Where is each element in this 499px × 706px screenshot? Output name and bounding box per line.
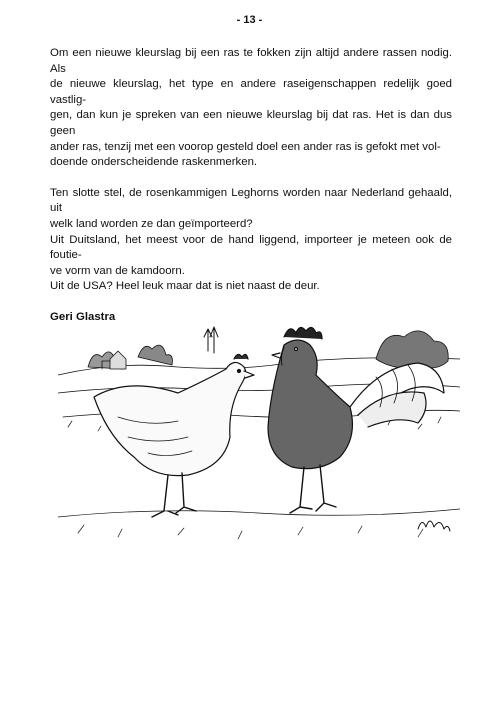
text-line: Uit Duitsland, het meest voor de hand liggend, importeer je meteen ook de foutie- bbox=[50, 233, 452, 262]
text-line: doende onderscheidende raskenmerken. bbox=[50, 156, 258, 169]
paragraph-2 bbox=[50, 186, 452, 295]
page-number: - 13 - bbox=[236, 14, 263, 26]
text-line: welk land worden ze dan geïmporteerd? bbox=[50, 217, 253, 230]
text-line: gen, dan kun je spreken van een nieuwe kleurslag bij dat ras. Het is dan dus geen bbox=[50, 109, 452, 137]
text-line: ander ras, tenzij met een voorop gesteld doel een ander ras is gefokt met vol- bbox=[50, 140, 441, 153]
text-line: ve vorm van de kamdoorn. bbox=[50, 264, 185, 277]
text-line: Uit de USA? Heel leuk maar dat is niet naast de deur. bbox=[50, 280, 320, 293]
article-text bbox=[50, 46, 452, 326]
text-line: Om een nieuwe kleurslag bij een ras te fokken zijn altijd andere rassen nodig. Als bbox=[50, 47, 452, 75]
author-name: Geri Glastra bbox=[50, 310, 116, 323]
hen-drawing bbox=[94, 354, 254, 517]
text-line: Ten slotte stel, de rosenkammigen Leghorns worden naar Nederland gehaald, uit bbox=[50, 186, 452, 215]
text-line: de nieuwe kleurslag, het type en andere raseigenschappen redelijk goed vastlig- bbox=[50, 78, 452, 106]
chickens-illustration bbox=[58, 297, 460, 547]
paragraph-1 bbox=[50, 46, 452, 171]
